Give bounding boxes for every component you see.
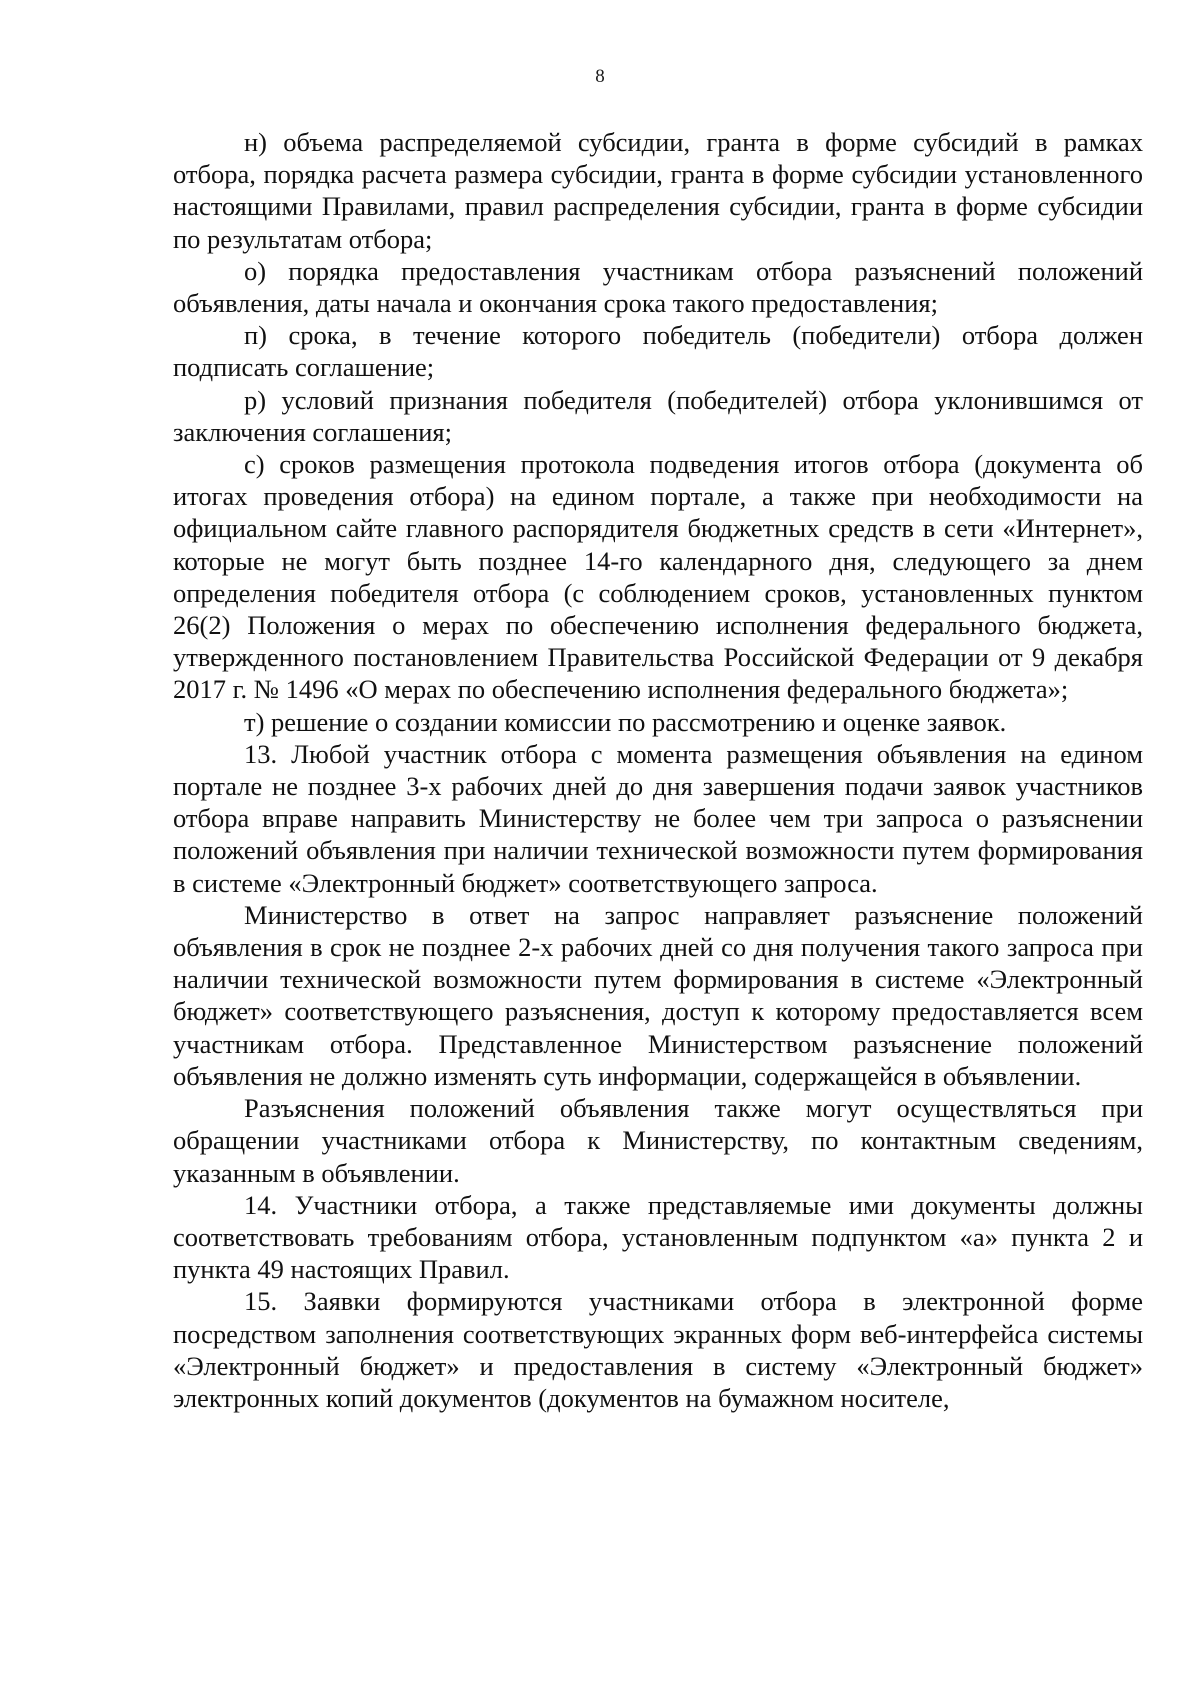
paragraph-o: о) порядка предоставления участникам отбора разъяснений положений объявления, даты начала и окончания срока такого предоставления; bbox=[173, 255, 1143, 319]
paragraph-s: с) сроков размещения протокола подведения итогов отбора (документа об итогах проведения отбора) на едином портале, а также при необходимости на официальном сайте главного распорядителя бюджетных средств в сети «Интернет», которые не могут быть позднее 14-го календарного дня, следующего за днем определения победителя отбора (с соблюдением сроков, установленных пунктом 26(2) Положения о мерах по обеспечению исполнения федерального бюджета, утвержденного постановлением Правительства Российской Федерации от 9 декабря 2017 г. № 1496 «О мерах по обеспечению исполнения федерального бюджета»; bbox=[173, 449, 1143, 705]
document-body bbox=[173, 126, 1143, 1414]
paragraph-15: 15. Заявки формируются участниками отбора в электронной форме посредством заполнения соответствующих экранных форм веб-интерфейса системы «Электронный бюджет» и предоставления в систему «Электронный бюджет» электронных копий документов (документов на бумажном носителе, bbox=[173, 1286, 1143, 1413]
paragraph-r: р) условий признания победителя (победителей) отбора уклонившимся от заключения соглашения; bbox=[173, 384, 1143, 447]
paragraph-13-response: Министерство в ответ на запрос направляет разъяснение положений объявления в срок не позднее 2-х рабочих дней со дня получения такого запроса при наличии технической возможности путем формирования в системе «Электронный бюджет» соответствующего разъяснения, доступ к которому предоставляется всем участникам отбора. Представленное Министерством разъяснение положений объявления не должно изменять суть информации, содержащейся в объявлении. bbox=[173, 899, 1143, 1091]
paragraph-13-clarifications: Разъяснения положений объявления также могут осуществляться при обращении участниками отбора к Министерству, по контактным сведениям, указанным в объявлении. bbox=[173, 1093, 1143, 1188]
page-number: 8 bbox=[595, 66, 605, 87]
paragraph-t: т) решение о создании комиссии по рассмотрению и оценке заявок. bbox=[244, 706, 1007, 737]
paragraph-p: п) срока, в течение которого победитель (победители) отбора должен подписать соглашение; bbox=[173, 320, 1143, 383]
paragraph-13: 13. Любой участник отбора с момента размещения объявления на едином портале не позднее 3-х рабочих дней до дня завершения подачи заявок участников отбора вправе направить Министерству не более чем три запроса о разъяснении положений объявления при наличии технической возможности путем формирования в системе «Электронный бюджет» соответствующего запроса. bbox=[173, 738, 1143, 898]
paragraph-14: 14. Участники отбора, а также представляемые ими документы должны соответствовать требованиям отбора, установленным подпунктом «а» пункта 2 и пункта 49 настоящих Правил. bbox=[173, 1189, 1143, 1285]
paragraph-n: н) объема распределяемой субсидии, гранта в форме субсидий в рамках отбора, порядка расчета размера субсидии, гранта в форме субсидии установленного настоящими Правилами, правил распределения субсидии, гранта в форме субсидии по результатам отбора; bbox=[173, 127, 1143, 254]
